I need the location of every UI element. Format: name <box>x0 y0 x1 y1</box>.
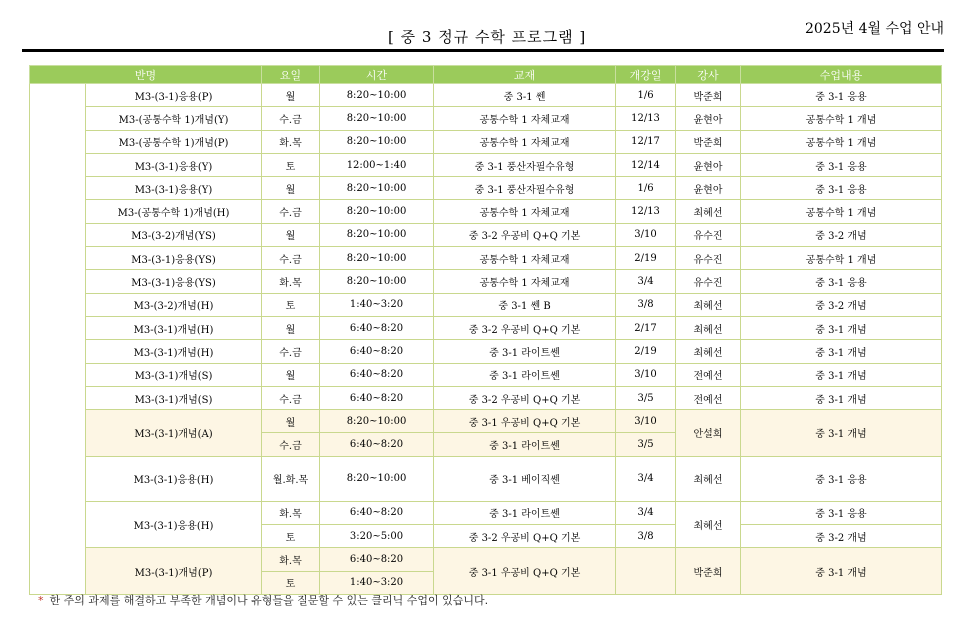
class-book: 중 3-2 우공비 Q+Q 기본 <box>434 386 616 409</box>
class-day: 화.목 <box>262 130 320 153</box>
class-book: 중 3-1 풍산자필수유형 <box>434 177 616 200</box>
class-name: M3-(공통수학 1)개념(Y) <box>86 107 262 130</box>
class-start: 3/10 <box>616 223 676 246</box>
class-book: 중 3-1 베이직쎈 <box>434 456 616 501</box>
class-day: 수.금 <box>262 340 320 363</box>
class-name: M3-(3-1)응용(YS) <box>86 247 262 270</box>
class-content: 중 3-1 응용 <box>741 177 942 200</box>
class-start: 3/4 <box>616 270 676 293</box>
class-book: 중 3-1 라이트쎈 <box>434 501 616 524</box>
class-teacher: 윤현아 <box>676 153 741 176</box>
class-name: M3-(3-1)응용(H) <box>86 501 262 548</box>
table-header-row <box>30 66 942 84</box>
class-name: M3-(3-2)개념(YS) <box>86 223 262 246</box>
col-header-teacher: 강사 <box>676 66 741 84</box>
class-teacher: 최혜선 <box>676 316 741 339</box>
class-day: 토 <box>262 153 320 176</box>
class-name: M3-(3-1)응용(P) <box>86 84 262 107</box>
class-time: 8:20~10:00 <box>320 200 434 223</box>
class-teacher: 박준희 <box>676 548 741 595</box>
class-time: 1:40~3:20 <box>320 293 434 316</box>
class-start <box>616 548 676 595</box>
table-row <box>30 316 942 339</box>
class-start: 3/8 <box>616 525 676 548</box>
class-day: 월 <box>262 316 320 339</box>
class-book: 중 3-2 우공비 Q+Q 기본 <box>434 525 616 548</box>
table-row <box>30 363 942 386</box>
class-name: M3-(3-1)개념(H) <box>86 316 262 339</box>
class-name: M3-(3-1)개념(H) <box>86 340 262 363</box>
class-content: 공통수학 1 개념 <box>741 107 942 130</box>
class-content: 중 3-1 개념 <box>741 548 942 595</box>
class-book: 중 3-2 우공비 Q+Q 기본 <box>434 316 616 339</box>
class-book: 공통수학 1 자체교재 <box>434 270 616 293</box>
table-row <box>30 293 942 316</box>
class-start: 3/4 <box>616 456 676 501</box>
class-start: 2/19 <box>616 340 676 363</box>
class-time: 3:20~5:00 <box>320 525 434 548</box>
class-start: 1/6 <box>616 84 676 107</box>
col-header-time: 시간 <box>320 66 434 84</box>
class-day: 수.금 <box>262 247 320 270</box>
class-time: 6:40~8:20 <box>320 316 434 339</box>
class-start: 12/14 <box>616 153 676 176</box>
class-start: 12/13 <box>616 200 676 223</box>
class-teacher: 최혜선 <box>676 200 741 223</box>
class-start: 3/4 <box>616 501 676 524</box>
class-name: M3-(3-2)개념(H) <box>86 293 262 316</box>
class-name: M3-(공통수학 1)개념(P) <box>86 130 262 153</box>
table-row <box>30 340 942 363</box>
class-day: 토 <box>262 571 320 594</box>
class-time: 8:20~10:00 <box>320 410 434 433</box>
class-day: 화.목 <box>262 501 320 524</box>
class-name: M3-(공통수학 1)개념(H) <box>86 200 262 223</box>
class-start: 3/10 <box>616 363 676 386</box>
class-day: 월 <box>262 410 320 433</box>
col-header-day: 요일 <box>262 66 320 84</box>
class-book: 공통수학 1 자체교재 <box>434 130 616 153</box>
class-book: 공통수학 1 자체교재 <box>434 107 616 130</box>
col-header-content: 수업내용 <box>741 66 942 84</box>
col-header-name: 반명 <box>30 66 262 84</box>
page-title: [ 중 3 정규 수학 프로그램 ] <box>388 28 587 46</box>
table-row <box>30 410 942 433</box>
class-day: 월 <box>262 363 320 386</box>
class-content: 공통수학 1 개념 <box>741 200 942 223</box>
class-content: 중 3-1 개념 <box>741 316 942 339</box>
class-teacher: 박준희 <box>676 84 741 107</box>
class-teacher: 최혜선 <box>676 456 741 501</box>
class-book: 공통수학 1 자체교재 <box>434 247 616 270</box>
col-header-book: 교재 <box>434 66 616 84</box>
class-book: 중 3-1 라이트쎈 <box>434 433 616 456</box>
class-start: 2/17 <box>616 316 676 339</box>
class-content: 중 3-2 개념 <box>741 525 942 548</box>
table-row <box>30 84 942 107</box>
class-book: 중 3-2 우공비 Q+Q 기본 <box>434 223 616 246</box>
schedule-table <box>29 65 942 595</box>
class-start: 12/13 <box>616 107 676 130</box>
class-time: 8:20~10:00 <box>320 456 434 501</box>
class-day: 화.목 <box>262 548 320 571</box>
class-content: 중 3-1 응용 <box>741 270 942 293</box>
class-time: 1:40~3:20 <box>320 571 434 594</box>
class-content: 중 3-2 개념 <box>741 223 942 246</box>
class-content: 중 3-2 개념 <box>741 293 942 316</box>
class-day: 월 <box>262 84 320 107</box>
class-content: 공통수학 1 개념 <box>741 247 942 270</box>
table-row <box>30 386 942 409</box>
class-time: 8:20~10:00 <box>320 130 434 153</box>
class-day: 토 <box>262 293 320 316</box>
footnote <box>38 592 488 608</box>
page-header <box>0 0 966 52</box>
class-start: 3/8 <box>616 293 676 316</box>
class-name: M3-(3-1)응용(H) <box>86 456 262 501</box>
class-book: 중 3-1 라이트쎈 <box>434 363 616 386</box>
class-content: 중 3-1 응용 <box>741 501 942 524</box>
class-content: 중 3-1 개념 <box>741 386 942 409</box>
class-day: 월.화.목 <box>262 456 320 501</box>
class-name: M3-(3-1)개념(S) <box>86 386 262 409</box>
footnote-mark: * <box>38 594 44 607</box>
class-time: 8:20~10:00 <box>320 223 434 246</box>
class-name: M3-(3-1)응용(Y) <box>86 153 262 176</box>
class-start: 2/19 <box>616 247 676 270</box>
class-time: 6:40~8:20 <box>320 548 434 571</box>
class-name: M3-(3-1)개념(A) <box>86 410 262 457</box>
class-teacher: 전예선 <box>676 386 741 409</box>
class-teacher: 윤현아 <box>676 107 741 130</box>
table-row <box>30 223 942 246</box>
class-time: 6:40~8:20 <box>320 363 434 386</box>
class-day: 수.금 <box>262 107 320 130</box>
table-row <box>30 153 942 176</box>
class-book: 중 3-1 우공비 Q+Q 기본 <box>434 410 616 433</box>
class-start: 12/17 <box>616 130 676 153</box>
class-teacher: 최혜선 <box>676 501 741 548</box>
class-book: 중 3-1 쎈 <box>434 84 616 107</box>
class-name: M3-(3-1)개념(S) <box>86 363 262 386</box>
class-time: 12:00~1:40 <box>320 153 434 176</box>
class-time: 6:40~8:20 <box>320 386 434 409</box>
class-content: 중 3-1 개념 <box>741 340 942 363</box>
class-content: 중 3-1 개념 <box>741 410 942 457</box>
class-teacher: 유수진 <box>676 247 741 270</box>
schedule-notice: 2025년 4월 수업 안내 <box>804 21 944 37</box>
table-row <box>30 200 942 223</box>
class-start: 3/5 <box>616 386 676 409</box>
class-book: 공통수학 1 자체교재 <box>434 200 616 223</box>
table-row <box>30 177 942 200</box>
class-teacher: 유수진 <box>676 270 741 293</box>
class-content: 중 3-1 응용 <box>741 84 942 107</box>
class-teacher: 안설희 <box>676 410 741 457</box>
class-teacher: 전예선 <box>676 363 741 386</box>
footnote-text: 한 주의 과제를 해결하고 부족한 개념이나 유형들을 질문할 수 있는 클리닉 수업이 있습니다. <box>49 594 489 607</box>
class-day: 월 <box>262 223 320 246</box>
class-book: 중 3-1 라이트쎈 <box>434 340 616 363</box>
table-row <box>30 130 942 153</box>
class-day: 화.목 <box>262 270 320 293</box>
class-start: 3/10 <box>616 410 676 433</box>
col-header-start: 개강일 <box>616 66 676 84</box>
table-row <box>30 107 942 130</box>
side-cell <box>30 84 86 595</box>
class-teacher: 유수진 <box>676 223 741 246</box>
class-day: 월 <box>262 177 320 200</box>
class-time: 8:20~10:00 <box>320 177 434 200</box>
class-content: 중 3-1 개념 <box>741 363 942 386</box>
class-teacher: 박준희 <box>676 130 741 153</box>
class-name: M3-(3-1)응용(YS) <box>86 270 262 293</box>
class-book: 중 3-1 풍산자필수유형 <box>434 153 616 176</box>
class-time: 8:20~10:00 <box>320 107 434 130</box>
class-time: 8:20~10:00 <box>320 247 434 270</box>
class-book: 중 3-1 쎈 B <box>434 293 616 316</box>
class-teacher: 윤현아 <box>676 177 741 200</box>
class-content: 중 3-1 응용 <box>741 456 942 501</box>
class-time: 8:20~10:00 <box>320 270 434 293</box>
class-content: 공통수학 1 개념 <box>741 130 942 153</box>
table-row <box>30 456 942 501</box>
class-time: 6:40~8:20 <box>320 433 434 456</box>
class-start: 1/6 <box>616 177 676 200</box>
table-row <box>30 247 942 270</box>
class-time: 6:40~8:20 <box>320 340 434 363</box>
class-content: 중 3-1 응용 <box>741 153 942 176</box>
class-name: M3-(3-1)응용(Y) <box>86 177 262 200</box>
class-time: 6:40~8:20 <box>320 501 434 524</box>
class-day: 수.금 <box>262 433 320 456</box>
table-row <box>30 548 942 571</box>
table-row <box>30 501 942 524</box>
class-start: 3/5 <box>616 433 676 456</box>
header-rule <box>22 49 944 52</box>
class-time: 8:20~10:00 <box>320 84 434 107</box>
table-row <box>30 270 942 293</box>
class-book: 중 3-1 우공비 Q+Q 기본 <box>434 548 616 595</box>
class-day: 토 <box>262 525 320 548</box>
class-teacher: 최혜선 <box>676 340 741 363</box>
class-name: M3-(3-1)개념(P) <box>86 548 262 595</box>
class-day: 수.금 <box>262 386 320 409</box>
class-teacher: 최혜선 <box>676 293 741 316</box>
class-day: 수.금 <box>262 200 320 223</box>
